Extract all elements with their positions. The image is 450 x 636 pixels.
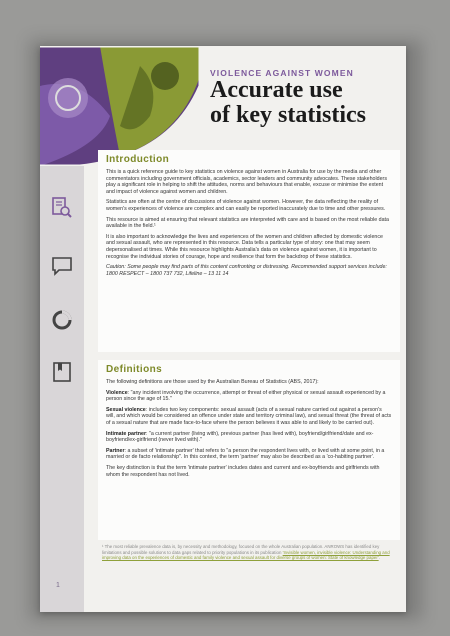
header-collage-image (40, 46, 200, 166)
speech-bubble-icon (50, 254, 74, 278)
page-number: 1 (56, 582, 60, 589)
term-violence: Violence (106, 389, 128, 396)
definitions-lead: The following definitions are those used by the Australian Bureau of Statistics (ABS, 2017): (106, 379, 319, 385)
sidebar (40, 166, 84, 612)
header-kicker: VIOLENCE AGAINST WOMEN (210, 68, 354, 78)
title-line-2: of key statistics (210, 102, 366, 128)
introduction-section (98, 150, 400, 352)
book-icon (50, 360, 74, 384)
intro-paragraph-3: This resource is aimed at ensuring that relevant statistics are interpreted with care and is based on the most reliable data available in the field.¹ (106, 216, 389, 230)
footnote-end: . (378, 555, 380, 561)
donut-chart-icon (50, 308, 74, 332)
definition-intimate-partner (106, 431, 392, 444)
definition-sexual-violence (106, 407, 392, 427)
term-sexual-violence: Sexual violence (106, 406, 146, 413)
introduction-heading: Introduction (106, 154, 170, 165)
page-title (210, 78, 400, 128)
intro-paragraph-2: Statistics are often at the centre of discussions of violence against women. However, the data reflecting the reality of women's experiences of violence are complex and can easily be reported inaccurately due to time and other pressures. (106, 199, 386, 212)
caution-note: Caution: Some people may find parts of this content confronting or distressing. Recommended support services include: 1800 RESPECT – 1800 737 732, Lifeline – 13 11 14 (106, 264, 387, 277)
definitions-heading: Definitions (106, 364, 163, 375)
definitions-section (98, 360, 400, 540)
text-intimate-partner: : "a current partner (living with), previous partner (has lived with), boyfriend/girlfriend/date and ex-boyfriend/ex-girlfriend (never lived with)." (106, 430, 374, 444)
text-sexual-violence: : includes two key components: sexual assault (acts of a sexual nature carried out against a person's will, and which would be considered an offence under state and territory criminal law), and sexual threat (the threat of acts of a sexual nature that are made face-to-face where the person believes it was able to and likely to be carried out). (106, 406, 392, 426)
term-partner: Partner (106, 447, 125, 454)
text-violence: : "any incident involving the occurrence, attempt or threat of either physical or sexual assault experienced by a person since the age of 15." (106, 389, 386, 403)
document-page (40, 46, 406, 612)
intro-paragraph-4: It is also important to acknowledge the lives and experiences of the women and children affected by domestic violence and sexual assault, who are represented in this resource. Data tells a particular type of story: one that may seem depersonalised at times. While this resource highlights Australia's data on violence against women, it is important to recognise the individual stories of courage, hope and resilience that form the backdrop of these statistics. (106, 233, 383, 260)
text-partner: : a subset of 'intimate partner' that refers to "a person the respondent lives with, or lived with at some point, in a married or de facto relationship". In this context, the term 'partner' may also be described as a 'co-habiting partner'. (106, 447, 385, 461)
term-intimate-partner: Intimate partner (106, 430, 147, 437)
definition-partner (106, 448, 392, 461)
footnote-link[interactable]: 'Invisible women, invisible violence: Understanding and improving data on the experiences of domestic and family violence and sexual assault for diverse groups of women: State of knowledge paper' (102, 549, 390, 561)
search-document-icon (50, 196, 74, 220)
definition-distinction: The key distinction is that the term 'intimate partner' includes dates and current and ex-boyfriends and girlfriends with whom the respondent has not lived. (106, 464, 380, 478)
footnote (102, 544, 398, 561)
definition-violence (106, 390, 392, 403)
footnote-text: ¹ The most reliable prevalence data is, by necessity and methodology, focused on the whole Australian population. ANROWS has identified key limitations and possible solutions to data gaps related to priority populations in its publication (102, 544, 380, 555)
intro-paragraph-1: This is a quick reference guide to key statistics on violence against women in Australia for use by the media and other commentators including government officials, academics, sector leaders and community advocates. These stakeholders play a significant role in helping to shift the attitudes, norms and behaviours that enable, excuse or minimise the extent and impact of violence against women and children. (106, 169, 387, 195)
title-line-1: Accurate use (210, 77, 343, 103)
